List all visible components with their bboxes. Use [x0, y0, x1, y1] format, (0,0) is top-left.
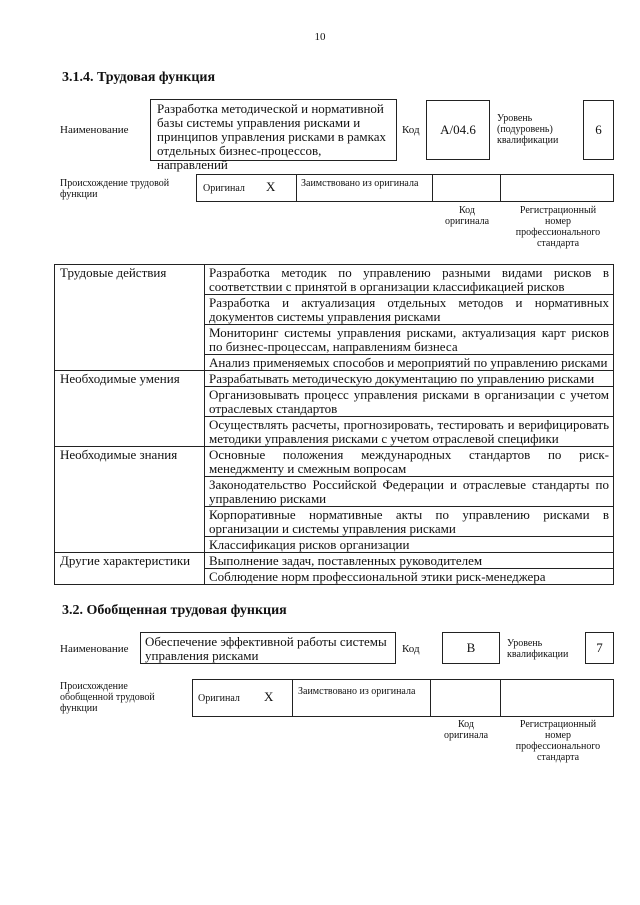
table-row [55, 371, 614, 387]
original-label: Оригинал [203, 183, 245, 194]
origin-divider-3 [500, 174, 501, 202]
origin-divider-4 [292, 679, 293, 717]
table-cell: Осуществлять расчеты, прогнозировать, тестировать и верифицировать методики управления рисками с учетом отраслевой специфики [205, 417, 614, 447]
code-label: Код [402, 124, 420, 136]
original-mark: X [266, 179, 276, 194]
qualification-level-value: 6 [595, 122, 602, 137]
origin-divider-6 [500, 679, 501, 717]
name-label-2: Наименование [60, 643, 129, 655]
registration-number-label: Регистрационный номер профессионального стандарта [515, 205, 601, 249]
qualification-level-label: Уровень (подуровень) квалификации [497, 113, 559, 146]
table-cell: Основные положения международных стандартов по риск-менеджменту и смежным вопросам [205, 447, 614, 477]
qualification-level-value-2: 7 [596, 640, 603, 655]
origin-divider-5 [430, 679, 431, 717]
code-label-2: Код [402, 643, 420, 655]
table-cell: Разрабатывать методическую документацию по управлению рисками [205, 371, 614, 387]
function-name-box [150, 99, 397, 172]
code-box-2 [442, 632, 500, 664]
code-box [426, 100, 490, 160]
origin-label: Происхождение трудовой функции [60, 178, 170, 200]
category-cell: Необходимые знания [55, 447, 205, 553]
borrowed-label-2: Заимствовано из оригинала [298, 686, 416, 697]
original-label-2: Оригинал [198, 693, 240, 704]
table-cell: Классификация рисков организации [205, 537, 614, 553]
table-cell: Законодательство Российской Федерации и отраслевые стандарты по управлению рисками [205, 477, 614, 507]
table-row [55, 265, 614, 295]
section-heading-3-1-4: 3.1.4. Трудовая функция [62, 70, 216, 85]
borrowed-label: Заимствовано из оригинала [301, 178, 419, 189]
name-label: Наименование [60, 124, 129, 136]
page-number: 10 [314, 31, 326, 43]
qualification-level-label-2: Уровень квалификации [507, 638, 569, 660]
table-row [55, 447, 614, 477]
origin-code-label: Код оригинала [444, 205, 490, 227]
qualification-level-box [583, 100, 614, 160]
original-mark-2: X [264, 689, 274, 704]
generalized-function-name-box [140, 632, 396, 664]
origin-label-2: Происхождение обобщенной трудовой функции [60, 681, 155, 714]
category-cell: Трудовые действия [55, 265, 205, 371]
table-row [55, 553, 614, 569]
origin-divider-2 [432, 174, 433, 202]
table-cell: Выполнение задач, поставленных руководителем [205, 553, 614, 569]
table-cell: Организовывать процесс управления рисками в организации с учетом отраслевых стандартов [205, 387, 614, 417]
table-cell: Мониторинг системы управления рисками, актуализация карт рисков по бизнес-процессам, направлениям бизнеса [205, 325, 614, 355]
table-cell: Анализ применяемых способов и мероприятий по управлению рисками [205, 355, 614, 371]
code-value-2: B [466, 640, 476, 655]
table-cell: Разработка методик по управлению разными видами рисков в соответствии с принятой в организации классификацией рисков [205, 265, 614, 295]
table-cell: Корпоративные нормативные акты по управлению рисками в организации и системы управления рисками [205, 507, 614, 537]
code-value: А/04.6 [440, 122, 476, 137]
labor-functions-table [54, 264, 614, 585]
category-cell: Другие характеристики [55, 553, 205, 585]
origin-row-2 [192, 679, 614, 717]
table-cell: Соблюдение норм профессиональной этики риск-менеджера [205, 569, 614, 585]
table-cell: Разработка и актуализация отдельных методов и нормативных документов системы управления рисками [205, 295, 614, 325]
generalized-function-name-value: Обеспечение эффективной работы системы управления рисками [145, 634, 387, 663]
qualification-level-box-2 [585, 632, 614, 664]
registration-number-label-2: Регистрационный номер профессионального стандарта [515, 719, 601, 763]
category-cell: Необходимые умения [55, 371, 205, 447]
origin-code-label-2: Код оригинала [443, 719, 489, 741]
origin-divider-1 [296, 174, 297, 202]
section-heading-3-2: 3.2. Обобщенная трудовая функция [62, 603, 287, 618]
function-name-value: Разработка методической и нормативной базы системы управления рисками и принципов управления рисками в рамках отдельных бизнес-процессов, направлений [157, 101, 387, 172]
